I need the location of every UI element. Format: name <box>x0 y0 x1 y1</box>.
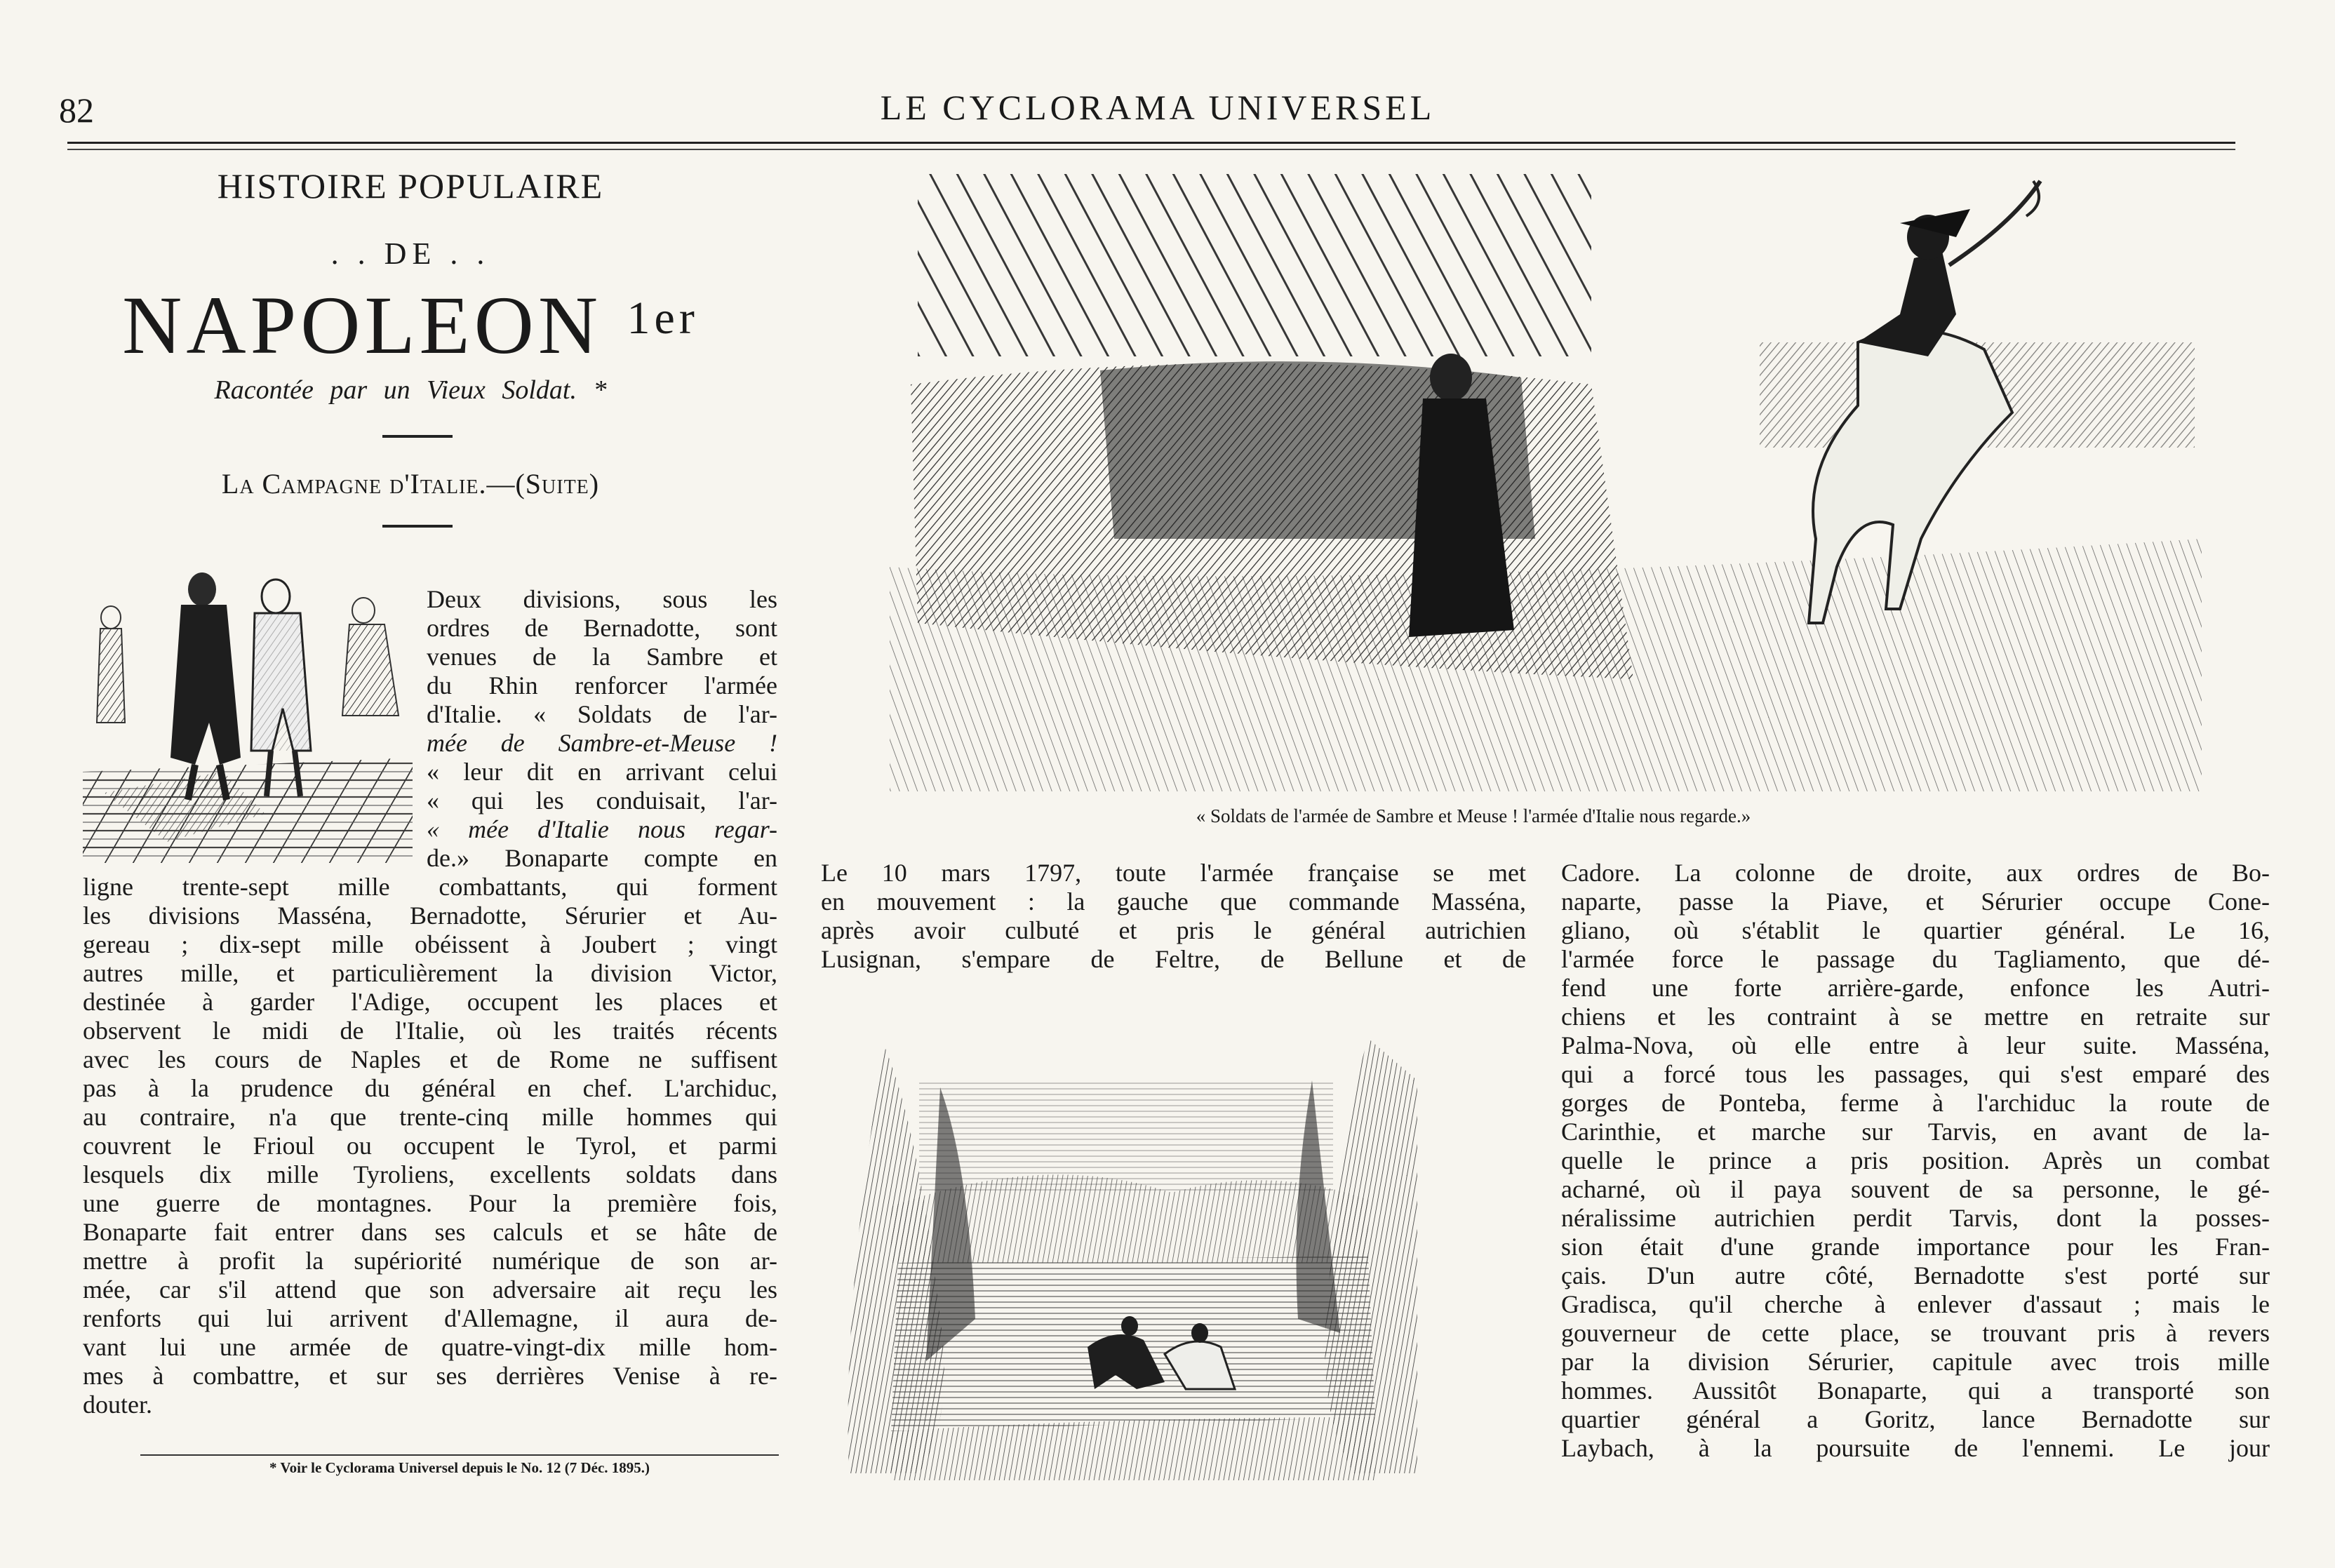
col3-line-10: Carinthie, et marche sur Tarvis, en avant de la- <box>1561 1118 2270 1146</box>
col3-line-21: Laybach, à la poursuite de l'ennemi. Le jour <box>1561 1434 2270 1462</box>
col1-line-21: lesquels dix mille Tyroliens, excellents soldats dans <box>83 1160 777 1188</box>
col1-line-6: mée de Sambre-et-Meuse ! <box>427 729 777 757</box>
col3-line-15: çais. D'un autre côté, Bernadotte s'est porté sur <box>1561 1261 2270 1289</box>
col3-line-17: gouverneur de cette place, se trouvant pris à revers <box>1561 1319 2270 1347</box>
col1-line-5: d'Italie. « Soldats de l'ar- <box>427 700 777 728</box>
col1-line-28: mes à combattre, et sur ses derrières Venise à re- <box>83 1362 777 1390</box>
col1-line-19: au contraire, n'a que trente-cinq mille hommes qui <box>83 1103 777 1131</box>
col3-line-4: l'armée force le passage du Tagliamento, que dé- <box>1561 945 2270 973</box>
title-ordinal: 1er <box>627 293 699 344</box>
col3-line-12: acharné, où il paya souvent de sa personne, le gé- <box>1561 1175 2270 1203</box>
page-number: 82 <box>59 91 94 130</box>
col1-line-26: renforts qui lui arrivent d'Allemagne, il aura de- <box>83 1304 777 1332</box>
illustration-caption: « Soldats de l'armée de Sambre et Meuse ! l'armée d'Italie nous regarde.» <box>1196 805 1751 826</box>
col1-line-24: mettre à profit la supériorité numérique de son ar- <box>83 1247 777 1275</box>
col3-line-5: fend une forte arrière-garde, enfonce les Autri- <box>1561 974 2270 1002</box>
article-subtitle: Racontée par un Vieux Soldat. * <box>214 375 607 405</box>
river-crossing-poplars-engraving <box>835 1024 1417 1480</box>
col1-line-27: vant lui une armée de quatre-vingt-dix mille hom- <box>83 1333 777 1361</box>
section-divider <box>382 525 453 528</box>
troops-march-past-mounted-officer-engraving <box>890 174 2202 791</box>
col3-line-14: sion était d'une grande importance pour les Fran- <box>1561 1233 2270 1261</box>
section-title: La Campagne d'Italie.—(Suite) <box>221 468 600 500</box>
small-engraving <box>83 561 413 863</box>
col3-line-19: hommes. Aussitôt Bonaparte, qui a transporté son <box>1561 1376 2270 1405</box>
col1-line-9: « mée d'Italie nous regar- <box>427 815 777 843</box>
col1-line-3: venues de la Sambre et <box>427 643 777 671</box>
col1-line-4: du Rhin renforcer l'armée <box>427 671 777 699</box>
col2-line-2: en mouvement : la gauche que commande Masséna, <box>821 887 1526 916</box>
col3-line-9: gorges de Ponteba, ferme à l'archiduc la route de <box>1561 1089 2270 1117</box>
col1-line-2: ordres de Bernadotte, sont <box>427 614 777 642</box>
col3-line-7: Palma-Nova, où elle entre à leur suite. Masséna, <box>1561 1031 2270 1059</box>
footnote: * Voir le Cyclorama Universel depuis le No. 12 (7 Déc. 1895.) <box>269 1459 650 1476</box>
col1-line-16: observent le midi de l'Italie, où les traités récents <box>83 1017 777 1045</box>
bonaparte-two-figures-engraving <box>83 561 413 863</box>
large-engraving <box>890 174 2202 791</box>
title-name: NAPOLEON <box>122 279 603 371</box>
col1-line-8: « qui les conduisait, l'ar- <box>427 786 777 815</box>
col2-line-1: Le 10 mars 1797, toute l'armée française se met <box>821 859 1526 887</box>
header-rule-thin <box>67 149 2235 150</box>
col3-line-11: quelle le prince a pris position. Après un combat <box>1561 1146 2270 1174</box>
col3-line-6: chiens et les contraint à se mettre en retraite sur <box>1561 1003 2270 1031</box>
col1-line-1: Deux divisions, sous les <box>427 585 777 613</box>
title-connector: . . DE . . <box>330 236 490 271</box>
col1-line-12: les divisions Masséna, Bernadotte, Sérurier et Au- <box>83 902 777 930</box>
journal-title: LE CYCLORAMA UNIVERSEL <box>880 88 1436 127</box>
col1-line-11: ligne trente-sept mille combattants, qui forment <box>83 873 777 901</box>
col2-line-3: après avoir culbuté et pris le général autrichien <box>821 916 1526 944</box>
col1-line-20: couvrent le Frioul ou occupent le Tyrol, et parmi <box>83 1132 777 1160</box>
col1-line-22: une guerre de montagnes. Pour la première fois, <box>83 1189 777 1217</box>
title-divider <box>382 435 453 438</box>
col3-line-16: Gradisca, qu'il cherche à enlever d'assaut ; mais le <box>1561 1290 2270 1318</box>
col1-line-10: de.» Bonaparte compte en <box>427 844 777 872</box>
col3-line-2: naparte, passe la Piave, et Sérurier occupe Cone- <box>1561 887 2270 916</box>
col3-line-8: qui a forcé tous les passages, qui s'est emparé des <box>1561 1060 2270 1088</box>
col3-line-18: par la division Sérurier, capitule avec trois mille <box>1561 1348 2270 1376</box>
footnote-rule <box>140 1454 779 1456</box>
col1-line-29: douter. <box>83 1391 152 1419</box>
series-title: HISTOIRE POPULAIRE <box>217 166 604 206</box>
col3-line-3: gliano, où s'établit le quartier général. Le 16, <box>1561 916 2270 944</box>
col1-line-13: gereau ; dix-sept mille obéissent à Joubert ; vingt <box>83 930 777 958</box>
article-title <box>105 269 716 375</box>
col2-line-4: Lusignan, s'empare de Feltre, de Bellune et de <box>821 945 1526 973</box>
col3-line-13: néralissime autrichien perdit Tarvis, dont la posses- <box>1561 1204 2270 1232</box>
col1-line-23: Bonaparte fait entrer dans ses calculs et se hâte de <box>83 1218 777 1246</box>
col3-line-1: Cadore. La colonne de droite, aux ordres de Bo- <box>1561 859 2270 887</box>
landscape-engraving <box>835 1024 1417 1480</box>
col1-line-14: autres mille, et particulièrement la division Victor, <box>83 959 777 987</box>
col1-line-18: pas à la prudence du général en chef. L'archiduc, <box>83 1074 777 1102</box>
col1-line-7: « leur dit en arrivant celui <box>427 758 777 786</box>
col1-line-25: mée, car s'il attend que son adversaire ait reçu les <box>83 1275 777 1304</box>
col1-line-17: avec les cours de Naples et de Rome ne suffisent <box>83 1045 777 1073</box>
col3-line-20: quartier général a Goritz, lance Bernadotte sur <box>1561 1405 2270 1433</box>
col1-line-15: destinée à garder l'Adige, occupent les places et <box>83 988 777 1016</box>
header-rule <box>67 142 2235 144</box>
